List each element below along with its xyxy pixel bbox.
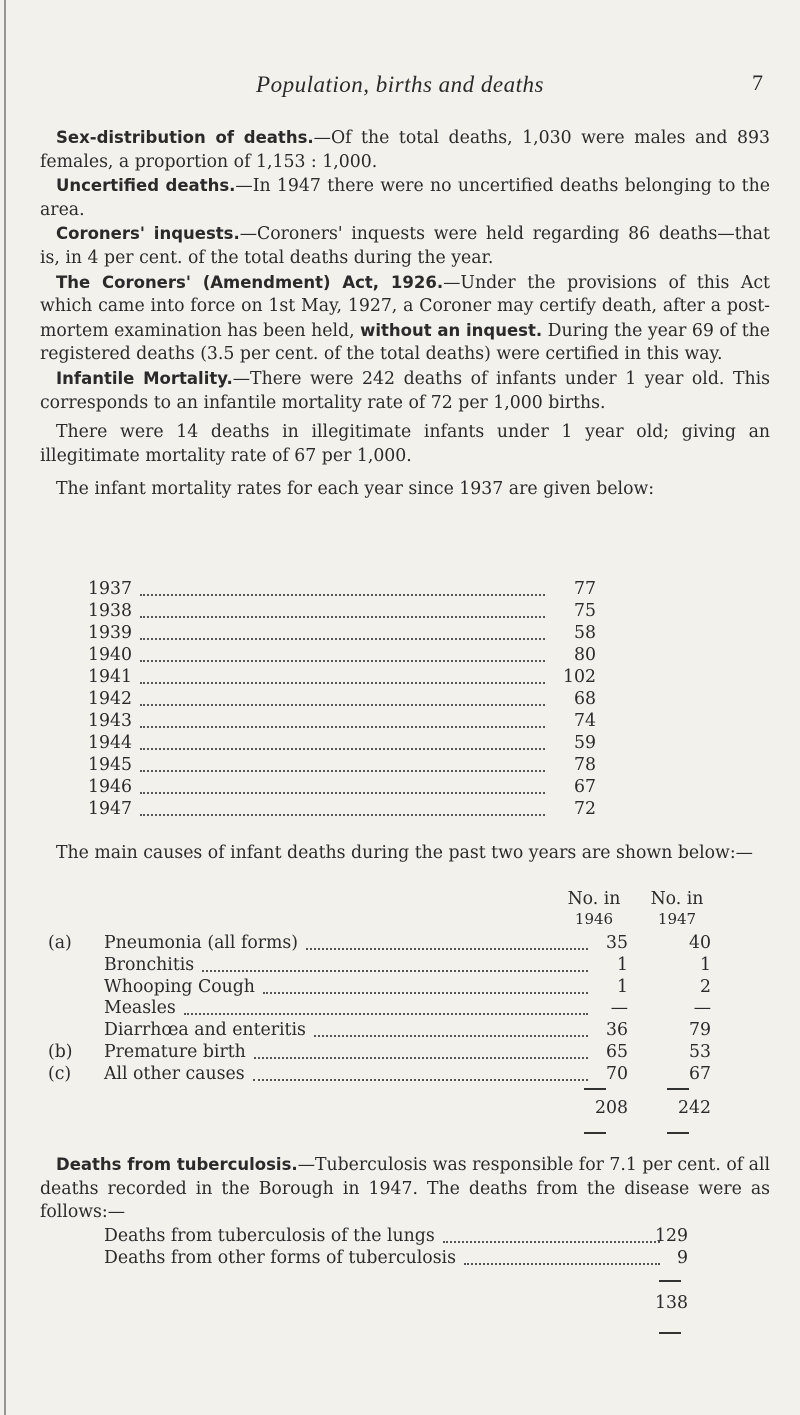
column-header-1946-line2: 1946 — [574, 910, 614, 928]
dot-leader — [140, 814, 545, 816]
rate-value: 59 — [574, 733, 596, 753]
tuberculosis-total: 138 — [655, 1293, 688, 1313]
column-header-1946-line1: No. in — [567, 889, 621, 909]
rate-value: 75 — [574, 601, 596, 621]
infantile-mortality-paragraph: Infantile Mortality.—There were 242 deaths of infants under 1 year old. This corresponds to an infantile mortality rate of 72 per 1,000 births. — [40, 368, 770, 413]
cause-marker: (c) — [48, 1063, 72, 1084]
rule-tb-top — [659, 1280, 681, 1282]
rate-year: 1937 — [88, 579, 132, 599]
column-header-1947-line2: 1947 — [657, 910, 697, 928]
tuberculosis-label: Deaths from tuberculosis of the lungs — [104, 1226, 435, 1246]
rate-year: 1939 — [88, 623, 132, 643]
dot-leader — [140, 770, 545, 772]
rate-year: 1940 — [88, 645, 132, 665]
page-edge — [4, 0, 6, 1415]
cause-1947-value: 40 — [689, 933, 711, 953]
tuberculosis-heading: Deaths from tuberculosis. — [56, 1155, 298, 1174]
tuberculosis-label: Deaths from other forms of tuberculosis — [104, 1248, 456, 1268]
without-inquest-emphasis: without an inquest. — [360, 320, 543, 340]
body-text — [40, 126, 770, 502]
running-header: Population, births and deaths — [256, 72, 544, 97]
rate-year: 1941 — [88, 667, 132, 687]
cause-1946-value: 1 — [617, 954, 628, 975]
cause-marker: (a) — [48, 933, 72, 953]
total-1947: 242 — [678, 1098, 711, 1118]
infantile-mortality-heading: Infantile Mortality. — [56, 368, 233, 388]
dot-leader — [314, 1035, 588, 1037]
rate-year: 1945 — [88, 755, 132, 775]
cause-1947-value: 2 — [700, 976, 711, 997]
rate-year: 1943 — [88, 711, 132, 731]
column-header-1947-line1: No. in — [650, 889, 704, 909]
rate-value: 72 — [574, 799, 596, 819]
dot-leader — [464, 1263, 660, 1265]
amendment-act-heading: The Coroners' (Amendment) Act, 1926. — [56, 272, 444, 292]
cause-1946-value: 36 — [606, 1020, 628, 1041]
cause-marker: (b) — [48, 1042, 73, 1062]
coroners-heading: Coroners' inquests. — [56, 224, 240, 244]
rule-1947-bottom — [667, 1132, 689, 1134]
dot-leader — [140, 726, 545, 728]
cause-1947-value: — — [693, 998, 711, 1019]
cause-1946-value: 70 — [606, 1063, 628, 1084]
page-number: 7 — [752, 70, 763, 95]
rate-value: 80 — [574, 645, 596, 665]
cause-label: Bronchitis — [104, 954, 195, 975]
rate-value: 58 — [574, 623, 596, 643]
dot-leader — [140, 748, 545, 750]
rate-year: 1938 — [88, 601, 132, 621]
rule-1946-bottom — [584, 1132, 606, 1134]
causes-intro: The main causes of infant deaths during the past two years are shown below:— — [56, 843, 753, 863]
cause-label: Pneumonia (all forms) — [104, 933, 299, 953]
dot-leader — [140, 792, 545, 794]
cause-1946-value: 1 — [617, 976, 628, 997]
rates-intro: The infant mortality rates for each year since 1937 are given below: — [56, 479, 655, 500]
cause-1946-value: 35 — [606, 933, 628, 953]
coroners-paragraph: Coroners' inquests.—Coroners' inquests were held regarding 86 deaths—that is, in 4 per cent. of the total deaths during the year. — [40, 224, 770, 268]
rate-year: 1947 — [88, 799, 132, 819]
dot-leader — [253, 1079, 588, 1081]
rate-value: 74 — [574, 711, 596, 731]
rate-year: 1944 — [88, 733, 132, 753]
amendment-act-paragraph: The Coroners' (Amendment) Act, 1926.—Under the provisions of this Act which came into force on 1st May, 1927, a Coroner may certify death, after a post-mortem examination has been held, without an inquest. During the year 69 of the registered deaths (3.5 per cent. of the total deaths) were certified in this way. — [40, 272, 771, 365]
cause-1947-value: 53 — [689, 1042, 711, 1062]
dot-leader — [184, 1013, 588, 1015]
illegitimate-paragraph: There were 14 deaths in illegitimate infants under 1 year old; giving an illegitimate mortality rate of 67 per 1,000. — [40, 422, 770, 466]
dot-leader — [140, 616, 545, 618]
rate-value: 102 — [563, 667, 596, 687]
cause-1946-value: — — [610, 998, 628, 1019]
dot-leader — [263, 992, 588, 994]
dot-leader — [140, 682, 545, 684]
tuberculosis-value: 9 — [677, 1248, 688, 1268]
tuberculosis-value: 129 — [655, 1226, 688, 1246]
uncertified-paragraph: Uncertified deaths.—In 1947 there were no uncertified deaths belonging to the area. — [40, 176, 770, 220]
rate-year: 1946 — [88, 777, 132, 797]
cause-label: All other causes — [104, 1063, 245, 1084]
cause-label: Premature birth — [104, 1042, 246, 1062]
rate-value: 68 — [574, 689, 596, 709]
cause-label: Measles — [104, 998, 176, 1019]
dot-leader — [202, 970, 588, 972]
uncertified-heading: Uncertified deaths. — [56, 176, 236, 196]
cause-1947-value: 67 — [689, 1063, 711, 1084]
cause-label: Diarrhœa and enteritis — [104, 1020, 306, 1041]
dot-leader — [140, 638, 545, 640]
cause-1946-value: 65 — [606, 1042, 628, 1062]
dot-leader — [140, 660, 545, 662]
total-1946: 208 — [595, 1098, 628, 1118]
rate-value: 77 — [574, 579, 596, 599]
cause-label: Whooping Cough — [104, 976, 255, 997]
sex-distribution-paragraph: Sex-distribution of deaths.—Of the total deaths, 1,030 were males and 893 females, a proportion of 1,153 : 1,000. — [40, 128, 770, 172]
cause-1947-value: 1 — [700, 954, 711, 975]
rule-1946-top — [584, 1088, 606, 1090]
dot-leader — [306, 948, 588, 950]
cause-1947-value: 79 — [689, 1020, 711, 1041]
dot-leader — [443, 1241, 660, 1243]
rate-year: 1942 — [88, 689, 132, 709]
sex-distribution-heading: Sex-distribution of deaths. — [56, 128, 314, 147]
dot-leader — [140, 594, 545, 596]
dot-leader — [140, 704, 545, 706]
rule-tb-bottom — [659, 1332, 681, 1334]
tuberculosis-paragraph: Deaths from tuberculosis.—Tuberculosis was responsible for 7.1 per cent. of all deaths recorded in the Borough in 1947. The deaths from the disease were as follows:— — [40, 1155, 771, 1223]
rate-value: 78 — [574, 755, 596, 775]
rate-value: 67 — [574, 777, 596, 797]
dot-leader — [254, 1057, 588, 1059]
rule-1947-top — [667, 1088, 689, 1090]
